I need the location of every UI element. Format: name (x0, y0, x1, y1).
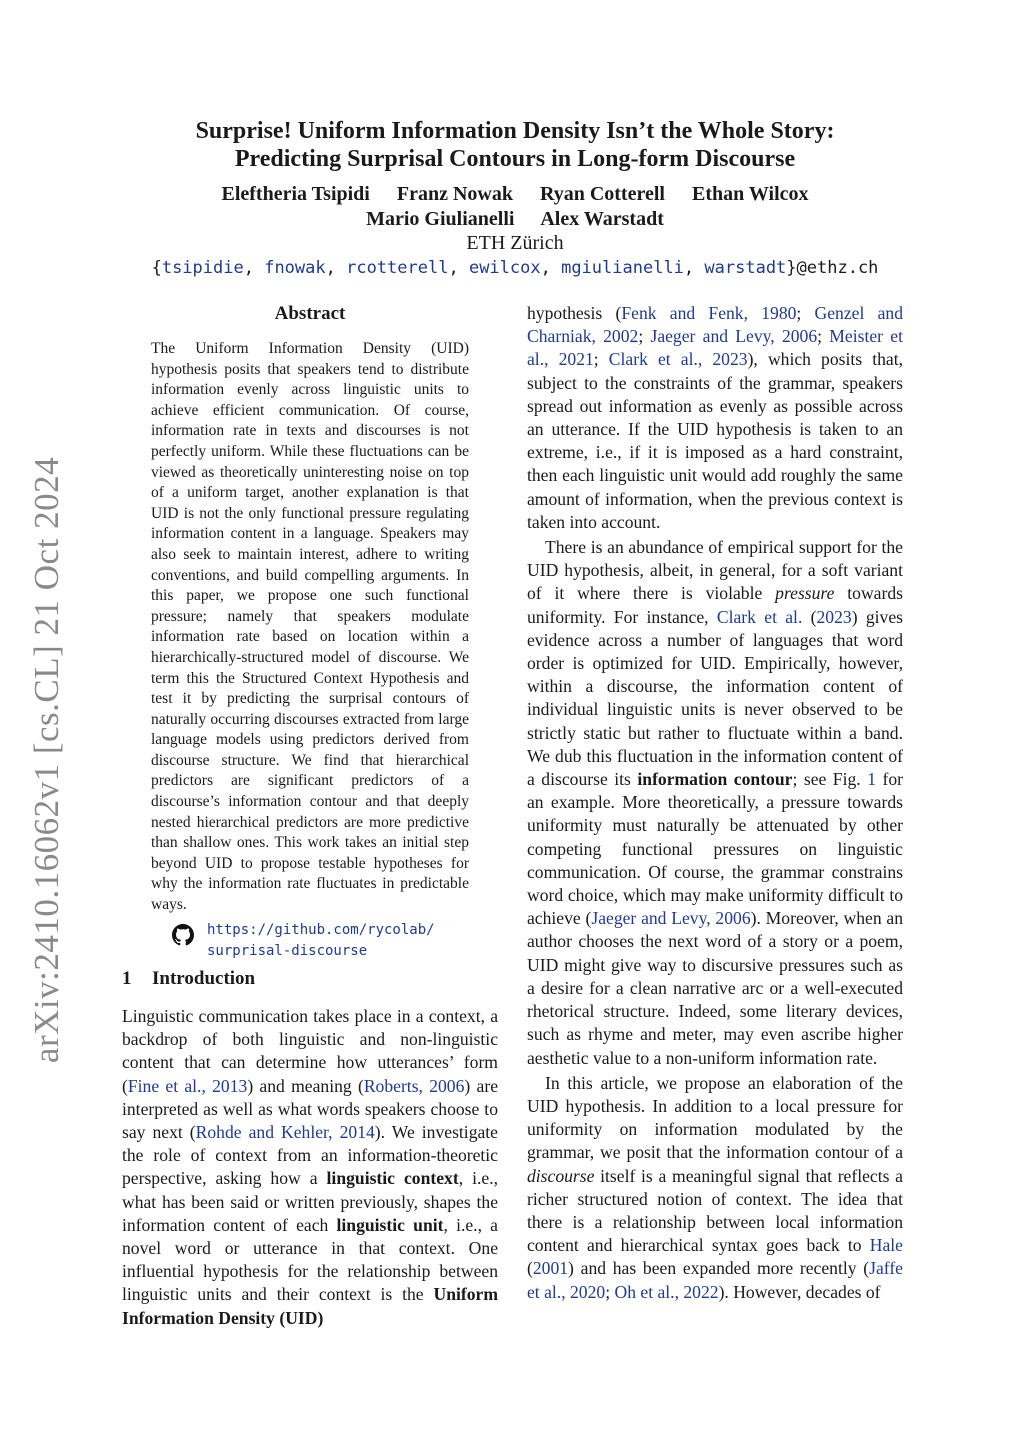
text-run: ; (593, 349, 609, 370)
author-emails (100, 256, 930, 280)
author: Franz Nowak (396, 183, 513, 205)
text-run: Linguistic communication takes place in a context, a backdrop of both linguistic and non-linguistic content that can determine how utterances’ form ( (122, 1006, 498, 1096)
text-run: ). However, decades of (718, 1281, 881, 1302)
affiliation: ETH Zürich (466, 232, 564, 254)
text-run: ), which posits that, subject to the constraints of the grammar, speakers spread out information as evenly as possible across an utterance. If the UID hypothesis is taken to an extreme, i.e., if it is imposed as a hard constraint, then each linguistic unit would add roughly the same amount of information, when the previous context is taken into account. (527, 349, 903, 532)
email-user[interactable]: tsipidie (161, 258, 244, 278)
citation-link[interactable]: Clark et al., 2023 (608, 349, 748, 370)
text-run: ; (817, 326, 830, 347)
author: Ryan Cotterell (539, 183, 665, 205)
citation-link[interactable]: Clark et al. (716, 606, 803, 627)
github-icon (172, 924, 194, 946)
intro-paragraph-2 (527, 536, 903, 1070)
intro-paragraph-1 (122, 1005, 498, 1330)
bold-term: information contour (637, 769, 793, 790)
section-number: 1 (122, 968, 132, 989)
title-line-1: Surprise! Uniform Information Density Isn’t the Whole Story: (195, 118, 835, 144)
title-line-2: Predicting Surprisal Contours in Long-form Discourse (234, 146, 796, 172)
text-run: ). Moreover, when an author chooses the next word of a story or a poem, UID might give way to discursive pressures such as a desire for a clean narrative arc or a well-executed rhetorical structure. Indeed, some literary devices, such as rhyme and meter, may even ascribe higher aesthetic value to a non-uniform information rate. (527, 908, 903, 1068)
text-run: ). We investigate the role of context from an information-theoretic perspective, asking how a (122, 1122, 498, 1189)
text-run: ) and has been expanded more recently ( (568, 1258, 870, 1279)
github-url[interactable] (207, 920, 435, 962)
github-url-line-2: surprisal-discourse (207, 943, 368, 959)
citation-link[interactable]: Fine et al., 2013 (127, 1075, 248, 1096)
email-user[interactable]: mgiulianelli (561, 258, 684, 278)
abstract-text: The Uniform Information Density (UID) hypothesis posits that speakers tend to distribute information evenly across linguistic units to achieve efficient communication. Of course, information rate in texts and discourses is not perfectly uniform. While these fluctuations can be viewed as theoretically uninteresting noise on top of a uniform target, another explanation is that UID is not the only functional pressure regulating information content in a language. Speakers may also seek to maintain interest, adhere to writing conventions, and build compelling arguments. In this paper, we propose one such functional pressure; namely that speakers modulate information rate based on location within a hierarchically-structured model of discourse. We term this the Structured Context Hypothesis and test it by predicting the surprisal contours of naturally occurring discourses extracted from large language models using predictors derived from discourse structure. We find that hierarchical predictors are significant predictors of a discourse’s information contour and that deeply nested hierarchical predictors are more predictive than shallow ones. This work takes an initial step beyond UID to propose testable hypotheses for why the information rate fluctuates in predictable ways. (151, 340, 469, 914)
citation-link[interactable]: Jaeger and Levy, 2006 (591, 908, 751, 929)
intro-right-column (527, 302, 903, 1304)
text-run: ; (638, 326, 651, 347)
author: Eleftheria Tsipidi (221, 183, 370, 205)
email-brace-open: { (151, 258, 162, 278)
citation-link[interactable]: Meister et al., 2021 (527, 326, 903, 370)
section-title: Introduction (152, 968, 256, 989)
paper-title (100, 117, 930, 173)
text-run: itself is a meaningful signal that reflects a richer structured notion of context. The idea that there is a relationship between local information content and hierarchical syntax goes back to (527, 1165, 903, 1256)
citation-link[interactable]: Jaffe et al., 2020 (527, 1258, 903, 1302)
intro-paragraph-1-cont (527, 302, 903, 534)
text-run: ) gives evidence across a number of languages that word order is optimized for UID. Empirically, however, within a discourse, the information content of individual linguistic units is never observed to be strictly static but rather to fluctuate within a band. We dub this fluctuation in the information content of a discourse its (527, 606, 903, 790)
author: Alex Warstadt (540, 208, 664, 230)
italic-term: pressure (775, 583, 835, 604)
author: Mario Giulianelli (366, 208, 515, 230)
text-run: In this article, we propose an elaboration of the UID hypothesis. In addition to a local pressure for uniformity on information modulated by the grammar, we posit that the information contour of a (527, 1072, 903, 1163)
bold-term: linguistic context (326, 1168, 459, 1189)
arxiv-sidebar-stamp (20, 456, 74, 1064)
author: Ethan Wilcox (691, 183, 809, 205)
author-list (100, 182, 930, 232)
email-user[interactable]: warstadt (704, 258, 787, 278)
citation-link[interactable]: Genzel and Charniak, 2002 (527, 303, 903, 347)
citation-link[interactable]: Roberts, 2006 (363, 1075, 465, 1096)
email-separator: , (540, 258, 562, 278)
figure-link[interactable]: 1 (867, 769, 876, 790)
citation-link[interactable]: 2001 (532, 1258, 569, 1279)
citation-link[interactable]: Rohde and Kehler, 2014 (195, 1122, 375, 1143)
section-heading (122, 968, 255, 990)
citation-link[interactable]: Jaeger and Levy, 2006 (650, 326, 818, 347)
text-run: , i.e., what has been said or written previously, shapes the information content of each (122, 1168, 498, 1235)
bold-term: Uniform Information Density (UID) (122, 1284, 498, 1328)
text-run: ( (802, 606, 817, 627)
email-separator: , (683, 258, 705, 278)
email-user[interactable]: ewilcox (468, 258, 541, 278)
email-domain: }@ethz.ch (786, 258, 879, 278)
intro-paragraph-3 (527, 1072, 903, 1304)
email-separator: , (243, 258, 265, 278)
author-row-1 (100, 182, 930, 207)
text-run: ; (605, 1281, 615, 1302)
text-run: ; (796, 303, 815, 323)
email-separator: , (325, 258, 347, 278)
abstract-heading: Abstract (274, 303, 346, 324)
text-run: ) and meaning ( (247, 1075, 364, 1096)
citation-link[interactable]: 2023 (816, 606, 852, 627)
github-link[interactable] (172, 920, 472, 962)
citation-link[interactable]: Fenk and Fenk, 1980 (621, 303, 797, 323)
citation-link[interactable]: Hale (869, 1235, 903, 1256)
intro-left-column (122, 1005, 498, 1330)
email-user[interactable]: rcotterell (346, 258, 449, 278)
email-user[interactable]: fnowak (264, 258, 326, 278)
italic-term: discourse (527, 1165, 595, 1186)
email-separator: , (448, 258, 469, 278)
github-url-line-1: https://github.com/rycolab/ (207, 922, 435, 938)
text-run: , i.e., a novel word or utterance in that context. One influential hypothesis for the relationship between linguistic units and their context is the (122, 1214, 498, 1305)
text-run: hypothesis ( (527, 303, 622, 323)
text-run: ( (527, 1258, 533, 1279)
text-run: ; see Fig. (792, 769, 868, 790)
citation-link[interactable]: Oh et al., 2022 (614, 1281, 719, 1302)
author-row-2 (100, 207, 930, 232)
text-run: for an example. More theoretically, a pressure towards uniformity must naturally be attenuated by other competing functional pressures on linguistic communication. Of course, the grammar constrains word choice, which may make uniformity difficult to achieve ( (527, 769, 903, 929)
text-run: towards uniformity. For instance, (527, 583, 903, 627)
bold-term: linguistic unit (336, 1214, 444, 1235)
arxiv-id: arXiv:2410.16062v1 [cs.CL] 21 Oct 2024 (27, 456, 66, 1064)
text-run: There is an abundance of empirical support for the UID hypothesis, albeit, in general, for a soft variant of it where there is violable (527, 537, 903, 604)
text-run: ) are interpreted as well as what words speakers choose to say next ( (122, 1075, 499, 1143)
